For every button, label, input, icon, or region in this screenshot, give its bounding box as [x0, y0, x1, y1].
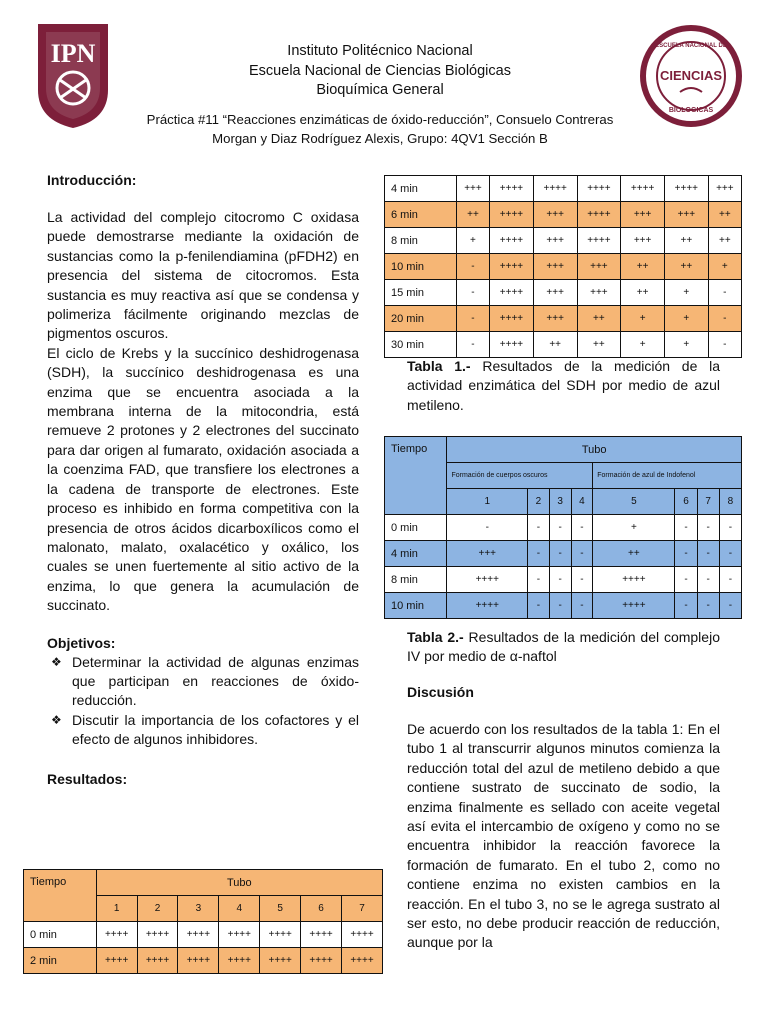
encb-ring-top: ESCUELA NACIONAL DE [655, 43, 727, 49]
tube-number-cell: 1 [447, 489, 528, 515]
value-cell: ++++ [593, 567, 675, 593]
discussion-heading: Discusión [407, 684, 474, 700]
table-row [385, 254, 742, 280]
discussion-section [407, 684, 720, 953]
tube-number-cell: 4 [571, 489, 593, 515]
value-cell: - [528, 541, 550, 567]
value-cell: - [719, 515, 741, 541]
value-cell: - [456, 306, 489, 332]
objective-text: Determinar la actividad de algunas enzimas que participan en reacciones de óxido-reducción. [72, 653, 359, 709]
value-cell: ++++ [490, 176, 534, 202]
table-1 [384, 175, 742, 358]
value-cell: ++++ [490, 332, 534, 358]
table-row [385, 176, 742, 202]
value-cell: - [571, 567, 593, 593]
table-row [385, 332, 742, 358]
tube-number-cell: 1 [96, 896, 137, 922]
table-row [385, 306, 742, 332]
value-cell: ++++ [96, 922, 137, 948]
value-cell: - [456, 332, 489, 358]
value-cell: +++ [577, 254, 621, 280]
value-cell: +++ [533, 280, 577, 306]
value-cell: + [456, 228, 489, 254]
objectives-heading: Objetivos: [47, 634, 116, 651]
tube-number-cell: 2 [528, 489, 550, 515]
table-2-group-indophenol: Formación de azul de Indofenol [593, 463, 742, 489]
value-cell: ++ [577, 306, 621, 332]
time-cell: 2 min [24, 948, 97, 974]
table-2-time-header: Tiempo [385, 437, 447, 515]
value-cell: ++++ [490, 280, 534, 306]
value-cell: ++++ [593, 593, 675, 619]
value-cell: ++++ [577, 202, 621, 228]
encb-ring-bottom: BIOLOGICAS [668, 107, 714, 114]
value-cell: + [664, 280, 708, 306]
value-cell: ++++ [490, 228, 534, 254]
value-cell: + [708, 254, 741, 280]
objective-item [47, 653, 359, 711]
introduction-heading: Introducción: [47, 172, 137, 188]
table-row [385, 202, 742, 228]
tube-number-cell: 5 [260, 896, 301, 922]
value-cell: ++++ [178, 922, 219, 948]
value-cell: - [571, 541, 593, 567]
value-cell: - [675, 541, 697, 567]
document-header [120, 42, 640, 148]
value-cell: - [549, 593, 571, 619]
value-cell: ++ [708, 228, 741, 254]
time-cell: 4 min [385, 541, 447, 567]
time-cell: 8 min [385, 228, 457, 254]
encb-center-text: CIENCIAS [659, 68, 723, 83]
value-cell: - [549, 541, 571, 567]
value-cell: + [664, 306, 708, 332]
table-row [385, 593, 742, 619]
discussion-paragraph: De acuerdo con los resultados de la tabla 1: En el tubo 1 al transcurrir algunos minutos comienza la reducción total del azul de metileno debido a que contiene sustrato de succinato de sodio, la enzima finalmente es sellado con aceite vegetal así evita el intercambio de oxígeno y como no se encuentra inhibidor la reacción favorece la formación de fumarato. En el tubo 2, como no contiene enzima no existen cambios en la reacción. En el tubo 3, no se le agrega sustrato al ser esto, no debe producir reacción de reducción, aunque por la [407, 721, 720, 951]
tube-number-cell: 7 [342, 896, 383, 922]
time-cell: 10 min [385, 254, 457, 280]
value-cell: - [456, 254, 489, 280]
value-cell: ++++ [301, 922, 342, 948]
value-cell: ++++ [490, 202, 534, 228]
value-cell: - [456, 280, 489, 306]
table-row [385, 280, 742, 306]
value-cell: - [447, 515, 528, 541]
table-row [385, 228, 742, 254]
time-cell: 15 min [385, 280, 457, 306]
institution-name: Instituto Politécnico Nacional [287, 43, 473, 59]
value-cell: - [675, 515, 697, 541]
diamond-bullet-icon: ❖ [51, 712, 62, 727]
time-cell: 8 min [385, 567, 447, 593]
table-2 [384, 436, 742, 619]
value-cell: + [664, 332, 708, 358]
objective-text: Discutir la importancia de los cofactores y el efecto de algunos inhibidores. [72, 711, 359, 748]
table-2-tube-header: Tubo [447, 437, 742, 463]
value-cell: - [697, 541, 719, 567]
value-cell: ++++ [577, 228, 621, 254]
value-cell: ++ [533, 332, 577, 358]
ipn-logo-text: IPN [50, 39, 96, 68]
value-cell: +++ [533, 202, 577, 228]
value-cell: - [708, 280, 741, 306]
value-cell: ++++ [621, 176, 665, 202]
tube-number-cell: 6 [301, 896, 342, 922]
value-cell: ++++ [96, 948, 137, 974]
value-cell: ++++ [490, 306, 534, 332]
time-cell: 20 min [385, 306, 457, 332]
value-cell: - [571, 593, 593, 619]
table-row [24, 948, 383, 974]
table-2-caption [407, 628, 720, 667]
time-cell: 6 min [385, 202, 457, 228]
practice-title: Práctica #11 “Reacciones enzimáticas de óxido-reducción”, Consuelo Contreras [146, 111, 614, 127]
value-cell: + [593, 515, 675, 541]
value-cell: - [719, 567, 741, 593]
value-cell: ++ [708, 202, 741, 228]
value-cell: ++ [621, 280, 665, 306]
table-row [385, 515, 742, 541]
objective-item [47, 711, 359, 750]
tube-number-cell: 6 [675, 489, 697, 515]
value-cell: - [571, 515, 593, 541]
value-cell: +++ [447, 541, 528, 567]
table-3-tube-header: Tubo [96, 870, 382, 896]
table-2-caption-label: Tabla 2.- [407, 629, 464, 645]
value-cell: ++ [664, 254, 708, 280]
value-cell: - [719, 593, 741, 619]
value-cell: ++++ [301, 948, 342, 974]
value-cell: - [549, 515, 571, 541]
tube-number-cell: 8 [719, 489, 741, 515]
value-cell: ++++ [178, 948, 219, 974]
value-cell: ++++ [664, 176, 708, 202]
value-cell: ++++ [342, 922, 383, 948]
value-cell: ++++ [219, 922, 260, 948]
time-cell: 10 min [385, 593, 447, 619]
table-row [385, 567, 742, 593]
introduction-paragraph-1: La actividad del complejo citocromo C oxidasa puede demostrarse mediante la oxidación de sustancias como la p-fenilendiamina (pFDH2) en presencia del sistema de citocromos. Esta sustancia es muy reactiva así que se condensa y polimeriza fácilmente originando mezclas de pigmentos oscuros. [47, 209, 359, 342]
table-row [385, 541, 742, 567]
tube-number-cell: 4 [219, 896, 260, 922]
value-cell: - [528, 515, 550, 541]
value-cell: ++ [621, 254, 665, 280]
value-cell: +++ [621, 228, 665, 254]
table-1-caption-label: Tabla 1.- [407, 358, 471, 374]
value-cell: - [708, 332, 741, 358]
value-cell: ++++ [260, 922, 301, 948]
tube-number-cell: 2 [137, 896, 178, 922]
school-name: Escuela Nacional de Ciencias Biológicas [249, 62, 511, 79]
value-cell: ++++ [490, 254, 534, 280]
table-3 [23, 869, 383, 974]
tube-number-cell: 3 [549, 489, 571, 515]
value-cell: +++ [533, 228, 577, 254]
value-cell: - [697, 593, 719, 619]
value-cell: ++++ [137, 922, 178, 948]
value-cell: ++++ [342, 948, 383, 974]
value-cell: ++++ [577, 176, 621, 202]
table-2-caption-text: Resultados de la medición del complejo IV por medio de α-naftol [407, 629, 720, 665]
value-cell: ++ [593, 541, 675, 567]
value-cell: +++ [664, 202, 708, 228]
value-cell: - [697, 515, 719, 541]
encb-logo [640, 22, 742, 130]
value-cell: ++++ [447, 593, 528, 619]
value-cell: ++++ [260, 948, 301, 974]
value-cell: ++ [456, 202, 489, 228]
ipn-logo [32, 20, 114, 130]
course-name: Bioquímica General [316, 82, 444, 98]
table-row [24, 922, 383, 948]
value-cell: - [708, 306, 741, 332]
tube-number-cell: 5 [593, 489, 675, 515]
authors-group: Morgan y Diaz Rodríguez Alexis, Grupo: 4QV1 Sección B [212, 130, 548, 146]
value-cell: +++ [577, 280, 621, 306]
value-cell: - [675, 593, 697, 619]
value-cell: ++++ [447, 567, 528, 593]
value-cell: +++ [621, 202, 665, 228]
value-cell: +++ [456, 176, 489, 202]
table-2-group-dark-bodies: Formación de cuerpos oscuros [447, 463, 593, 489]
table-1-caption [407, 357, 720, 415]
value-cell: - [719, 541, 741, 567]
table-1-caption-text: Resultados de la medición de la actividad enzimática del SDH por medio de azul metileno. [407, 358, 721, 413]
time-cell: 0 min [24, 922, 97, 948]
value-cell: ++++ [219, 948, 260, 974]
value-cell: +++ [708, 176, 741, 202]
value-cell: + [621, 332, 665, 358]
value-cell: + [621, 306, 665, 332]
time-cell: 4 min [385, 176, 457, 202]
diamond-bullet-icon: ❖ [51, 654, 62, 669]
value-cell: - [528, 567, 550, 593]
value-cell: - [697, 567, 719, 593]
value-cell: +++ [533, 254, 577, 280]
tube-number-cell: 3 [178, 896, 219, 922]
objectives-list [47, 653, 359, 750]
time-cell: 30 min [385, 332, 457, 358]
value-cell: ++ [664, 228, 708, 254]
value-cell: ++++ [137, 948, 178, 974]
left-column [47, 172, 359, 787]
value-cell: ++++ [533, 176, 577, 202]
value-cell: +++ [533, 306, 577, 332]
table-3-time-header: Tiempo [24, 870, 97, 922]
value-cell: ++ [577, 332, 621, 358]
value-cell: - [549, 567, 571, 593]
tube-number-cell: 7 [697, 489, 719, 515]
time-cell: 0 min [385, 515, 447, 541]
introduction-paragraph-2: El ciclo de Krebs y la succínico deshidrogenasa (SDH), la succínico deshidrogenasa es una enzima que se encuentra asociada a la membrana interna de la mitocondria, está remueve 2 protones y 2 electrones del succinato para dar origen al fumarato, oxidación asociada a la coenzima FAD, que transfiere los electrones a la cadena de transporte de electrones. Este proceso es inhibido en forma competitiva con la presencia de otros ácidos dicarboxílicos como el malonato, malato, oxalacético y oxálico, los cuales se unen fuertemente al sitio activo de la enzima, lo que genera la acumulación de succinato. [47, 344, 359, 614]
results-heading: Resultados: [47, 770, 128, 787]
value-cell: - [528, 593, 550, 619]
value-cell: - [675, 567, 697, 593]
